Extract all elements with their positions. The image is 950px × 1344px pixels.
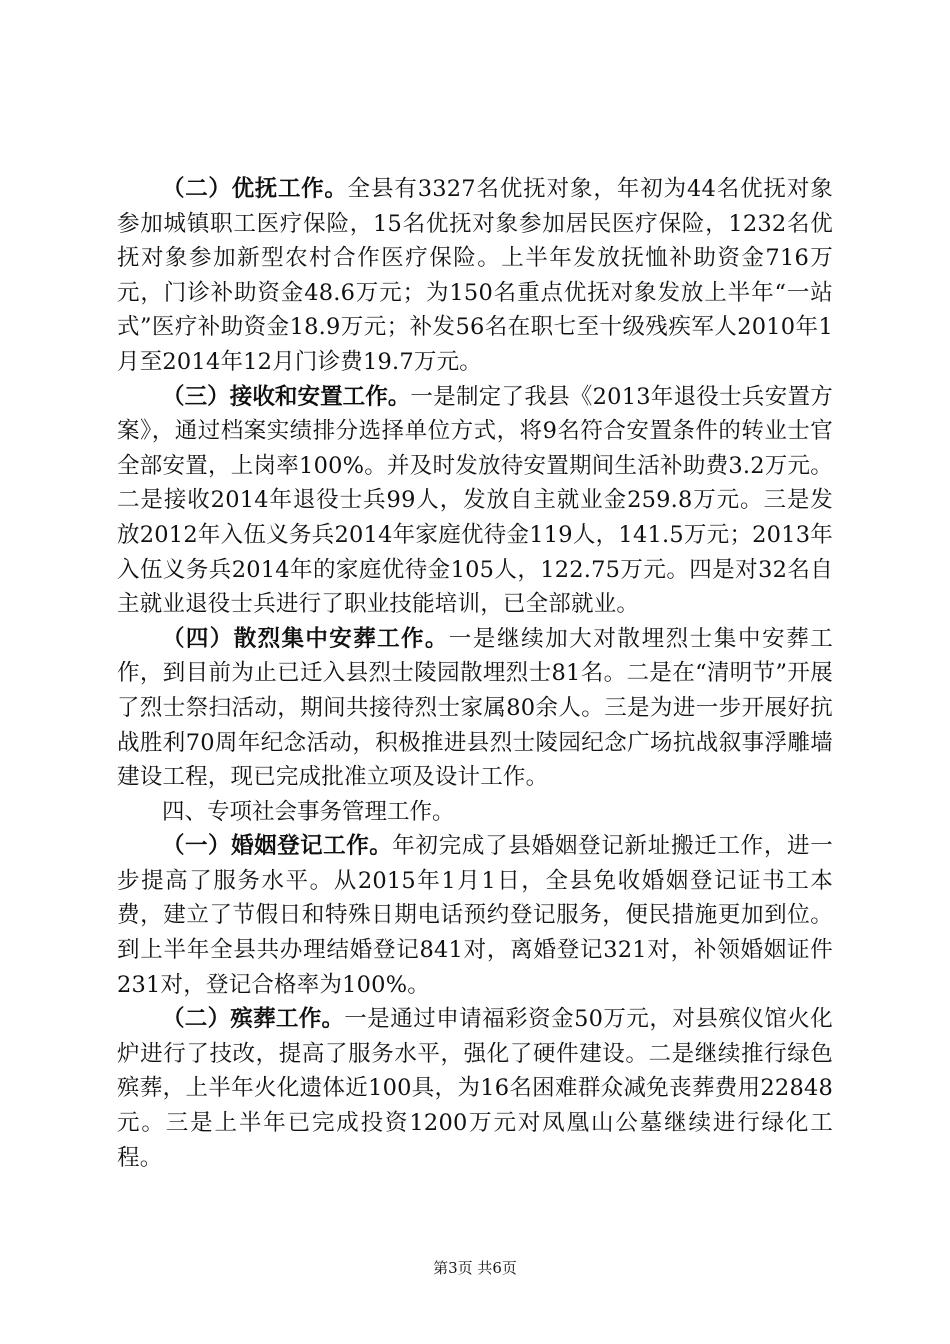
paragraph-text: 年初完成了县婚姻登记新址搬迁工作，进一步提高了服务水平。从2015年1月1日，全县免收婚姻登记证书工本费，建立了节假日和特殊日期电话预约登记服务，便民措施更加到位。到上半年全县共办理结婚登记841对，离婚登记321对，补领婚姻证件231对，登记合格率为100%。	[117, 833, 833, 998]
paragraph-youfu	[117, 172, 833, 380]
section-heading-hunyin: （一）婚姻登记工作。	[162, 833, 393, 860]
section-heading-shiwu: 四、专项社会事务管理工作。	[162, 798, 455, 825]
paragraph-text: 一是继续加大对散埋烈士集中安葬工作，到目前为止已迁入县烈士陵园散埋烈士81名。二是在“清明节”开展了烈士祭扫活动，期间共接待烈士家属80余人。三是为进一步开展好抗战胜利70周年纪念活动，积极推进县烈士陵园纪念广场抗战叙事浮雕墙建设工程，现已完成批准立项及设计工作。	[117, 625, 833, 791]
paragraph-anzhi	[117, 380, 833, 622]
paragraph-binzang	[117, 1002, 833, 1175]
paragraph-text: 一是通过申请福彩资金50万元，对县殡仪馆火化炉进行了技改，提高了服务水平，强化了硬件建设。二是继续推行绿色殡葬，上半年火化遗体近100具，为16名困难群众减免丧葬费用22848元。三是上半年已完成投资1200万元对凤凰山公墓继续进行绿化工程。	[117, 1006, 833, 1171]
paragraph-anzang	[117, 622, 833, 795]
section-heading-binzang: （二）殡葬工作。	[162, 1006, 345, 1033]
paragraph-text: 全县有3327名优抚对象，年初为44名优抚对象参加城镇职工医疗保险，15名优抚对象参加居民医疗保险，1232名优抚对象参加新型农村合作医疗保险。上半年发放抚恤补助资金716万元，门诊补助资金48.6万元；为150名重点优抚对象发放上半年“一站式”医疗补助资金18.9万元；补发56名在职七至十级残疾军人2010年1月至2014年12月门诊费19.7万元。	[117, 176, 833, 375]
document-body	[117, 172, 833, 1175]
paragraph-hunyin	[117, 829, 833, 1002]
section-heading-anzhi: （三）接收和安置工作。	[162, 383, 411, 410]
paragraph-text: 一是制定了我县《2013年退役士兵安置方案》，通过档案实绩排分选择单位方式，将9名符合安置条件的转业士官全部安置，上岗率100%。并及时发放待安置期间生活补助费3.2万元。二是接收2014年退役士兵99人，发放自主就业金259.8万元。三是发放2012年入伍义务兵2014年家庭优待金119人，141.5万元；2013年入伍义务兵2014年的家庭优待金105人，122.75万元。四是对32名自主就业退役士兵进行了职业技能培训，已全部就业。	[117, 383, 833, 618]
section-heading-anzang: （四）散烈集中安葬工作。	[162, 625, 449, 652]
section-heading-youfu: （二）优抚工作。	[162, 176, 348, 202]
page-number-footer: 第3页 共6页	[433, 1259, 517, 1277]
